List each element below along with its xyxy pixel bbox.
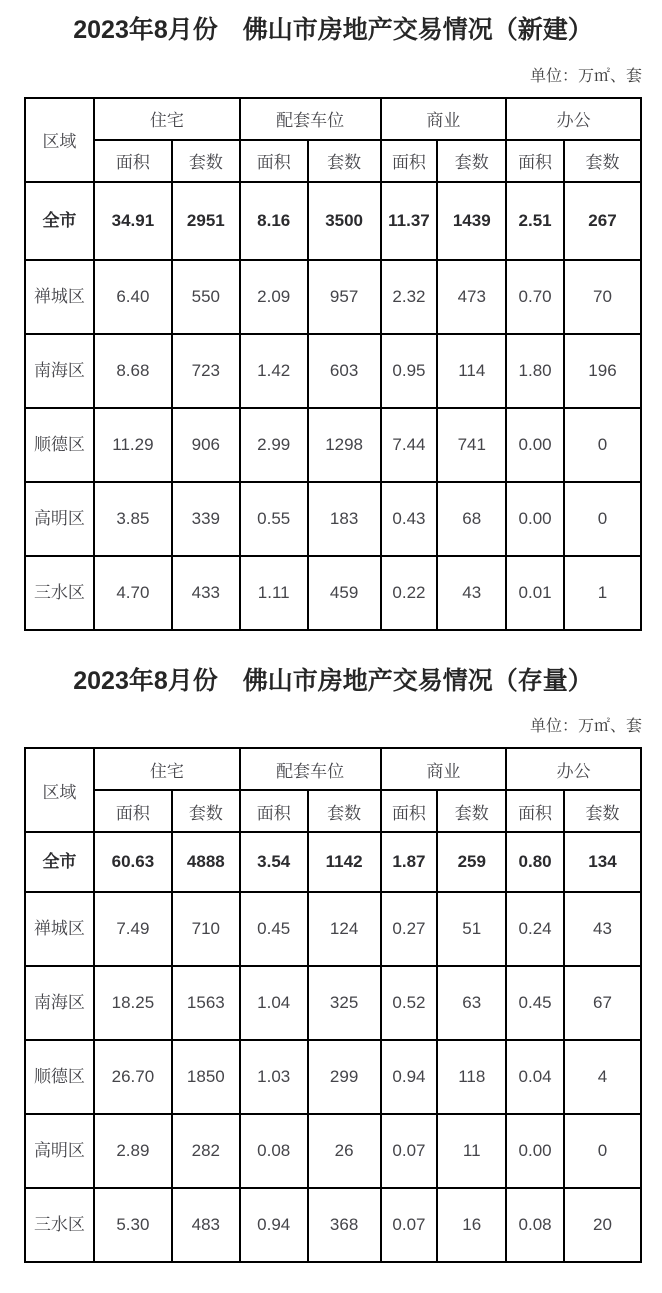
table-row: [25, 1040, 641, 1114]
table-row: [25, 832, 641, 892]
subheader-residential-area: 面积: [94, 140, 172, 182]
units-value-cell: 710: [172, 892, 240, 966]
units-value-cell: 473: [437, 260, 506, 334]
area-value-cell: 2.32: [381, 260, 438, 334]
area-value-cell: 2.51: [506, 182, 564, 260]
units-value-cell: 51: [437, 892, 506, 966]
header-row-measures: [25, 790, 641, 832]
units-value-cell: 124: [308, 892, 381, 966]
area-value-cell: 8.16: [240, 182, 308, 260]
area-value-cell: 3.54: [240, 832, 308, 892]
units-value-cell: 459: [308, 556, 381, 630]
units-value-cell: 1850: [172, 1040, 240, 1114]
region-cell: 全市: [25, 182, 94, 260]
area-value-cell: 0.08: [506, 1188, 564, 1262]
subheader-office-area: 面积: [506, 790, 564, 832]
subheader-parking-area: 面积: [240, 140, 308, 182]
area-value-cell: 6.40: [94, 260, 172, 334]
subheader-commercial-units: 套数: [437, 790, 506, 832]
area-value-cell: 0.00: [506, 1114, 564, 1188]
area-value-cell: 0.07: [381, 1114, 438, 1188]
area-value-cell: 8.68: [94, 334, 172, 408]
area-value-cell: 2.99: [240, 408, 308, 482]
units-value-cell: 20: [564, 1188, 641, 1262]
units-value-cell: 603: [308, 334, 381, 408]
subheader-office-units: 套数: [564, 790, 641, 832]
region-cell: 南海区: [25, 966, 94, 1040]
region-cell: 三水区: [25, 556, 94, 630]
table-row: [25, 482, 641, 556]
area-value-cell: 7.49: [94, 892, 172, 966]
area-value-cell: 0.00: [506, 408, 564, 482]
area-value-cell: 0.45: [506, 966, 564, 1040]
area-value-cell: 34.91: [94, 182, 172, 260]
units-value-cell: 741: [437, 408, 506, 482]
units-value-cell: 67: [564, 966, 641, 1040]
table-row: [25, 1114, 641, 1188]
units-value-cell: 0: [564, 408, 641, 482]
region-cell: 南海区: [25, 334, 94, 408]
area-value-cell: 0.07: [381, 1188, 438, 1262]
area-value-cell: 7.44: [381, 408, 438, 482]
region-cell: 三水区: [25, 1188, 94, 1262]
units-value-cell: 3500: [308, 182, 381, 260]
units-value-cell: 259: [437, 832, 506, 892]
region-header: 区域: [25, 98, 94, 182]
area-value-cell: 4.70: [94, 556, 172, 630]
units-value-cell: 483: [172, 1188, 240, 1262]
units-value-cell: 1: [564, 556, 641, 630]
table-row: [25, 1188, 641, 1262]
area-value-cell: 0.24: [506, 892, 564, 966]
units-value-cell: 63: [437, 966, 506, 1040]
units-value-cell: 1439: [437, 182, 506, 260]
header-row-groups: [25, 98, 641, 140]
header-row-measures: [25, 140, 641, 182]
units-value-cell: 0: [564, 1114, 641, 1188]
table-row: [25, 334, 641, 408]
area-value-cell: 1.80: [506, 334, 564, 408]
units-value-cell: 267: [564, 182, 641, 260]
area-value-cell: 0.94: [381, 1040, 438, 1114]
group-header-residential: 住宅: [94, 98, 240, 140]
area-value-cell: 2.09: [240, 260, 308, 334]
units-value-cell: 1142: [308, 832, 381, 892]
units-value-cell: 2951: [172, 182, 240, 260]
area-value-cell: 1.04: [240, 966, 308, 1040]
table-row: [25, 260, 641, 334]
report-title-stock: 2023年8月份 佛山市房地产交易情况（存量）: [73, 666, 593, 695]
units-value-cell: 11: [437, 1114, 506, 1188]
group-header-commercial: 商业: [381, 748, 507, 790]
units-value-cell: 43: [564, 892, 641, 966]
table-row: [25, 556, 641, 630]
area-value-cell: 11.29: [94, 408, 172, 482]
units-value-cell: 723: [172, 334, 240, 408]
units-value-cell: 4: [564, 1040, 641, 1114]
area-value-cell: 0.27: [381, 892, 438, 966]
area-value-cell: 0.94: [240, 1188, 308, 1262]
area-value-cell: 0.95: [381, 334, 438, 408]
group-header-residential: 住宅: [94, 748, 240, 790]
units-value-cell: 70: [564, 260, 641, 334]
area-value-cell: 1.03: [240, 1040, 308, 1114]
units-value-cell: 4888: [172, 832, 240, 892]
area-value-cell: 0.00: [506, 482, 564, 556]
region-header: 区域: [25, 748, 94, 832]
area-value-cell: 0.08: [240, 1114, 308, 1188]
subheader-commercial-area: 面积: [381, 140, 438, 182]
units-value-cell: 282: [172, 1114, 240, 1188]
area-value-cell: 0.22: [381, 556, 438, 630]
units-value-cell: 368: [308, 1188, 381, 1262]
subheader-residential-units: 套数: [172, 140, 240, 182]
area-value-cell: 0.04: [506, 1040, 564, 1114]
units-value-cell: 433: [172, 556, 240, 630]
unit-label-stock: 单位：万㎡、套: [529, 718, 642, 735]
area-value-cell: 1.42: [240, 334, 308, 408]
area-value-cell: 0.52: [381, 966, 438, 1040]
subheader-residential-area: 面积: [94, 790, 172, 832]
group-header-parking: 配套车位: [240, 98, 381, 140]
subheader-parking-area: 面积: [240, 790, 308, 832]
units-value-cell: 0: [564, 482, 641, 556]
units-value-cell: 339: [172, 482, 240, 556]
subheader-parking-units: 套数: [308, 790, 381, 832]
area-value-cell: 0.43: [381, 482, 438, 556]
area-value-cell: 18.25: [94, 966, 172, 1040]
table-row: [25, 966, 641, 1040]
subheader-office-area: 面积: [506, 140, 564, 182]
units-value-cell: 183: [308, 482, 381, 556]
region-cell: 高明区: [25, 1114, 94, 1188]
area-value-cell: 0.45: [240, 892, 308, 966]
area-value-cell: 0.70: [506, 260, 564, 334]
units-value-cell: 26: [308, 1114, 381, 1188]
area-value-cell: 11.37: [381, 182, 438, 260]
units-value-cell: 550: [172, 260, 240, 334]
group-header-commercial: 商业: [381, 98, 507, 140]
table-row: [25, 892, 641, 966]
units-value-cell: 299: [308, 1040, 381, 1114]
subheader-commercial-area: 面积: [381, 790, 438, 832]
transactions-table-stock: [24, 747, 642, 1263]
region-cell: 顺德区: [25, 408, 94, 482]
region-cell: 禅城区: [25, 260, 94, 334]
group-header-parking: 配套车位: [240, 748, 381, 790]
area-value-cell: 5.30: [94, 1188, 172, 1262]
units-value-cell: 1298: [308, 408, 381, 482]
area-value-cell: 0.55: [240, 482, 308, 556]
area-value-cell: 0.80: [506, 832, 564, 892]
units-value-cell: 196: [564, 334, 641, 408]
units-value-cell: 118: [437, 1040, 506, 1114]
report-section-stock: [24, 665, 642, 1264]
area-value-cell: 3.85: [94, 482, 172, 556]
units-value-cell: 957: [308, 260, 381, 334]
region-cell: 高明区: [25, 482, 94, 556]
group-header-office: 办公: [506, 748, 641, 790]
subheader-parking-units: 套数: [308, 140, 381, 182]
units-value-cell: 325: [308, 966, 381, 1040]
transactions-table-new: [24, 97, 642, 631]
units-value-cell: 134: [564, 832, 641, 892]
region-cell: 顺德区: [25, 1040, 94, 1114]
area-value-cell: 0.01: [506, 556, 564, 630]
report-title-new: 2023年8月份 佛山市房地产交易情况（新建）: [73, 16, 593, 44]
subheader-residential-units: 套数: [172, 790, 240, 832]
unit-label-new: 单位：万㎡、套: [529, 67, 642, 85]
area-value-cell: 1.87: [381, 832, 438, 892]
area-value-cell: 26.70: [94, 1040, 172, 1114]
subheader-commercial-units: 套数: [437, 140, 506, 182]
units-value-cell: 43: [437, 556, 506, 630]
area-value-cell: 2.89: [94, 1114, 172, 1188]
report-section-new: [24, 14, 642, 631]
table-row: [25, 408, 641, 482]
region-cell: 全市: [25, 832, 94, 892]
table-row: [25, 182, 641, 260]
units-value-cell: 16: [437, 1188, 506, 1262]
subheader-office-units: 套数: [564, 140, 641, 182]
units-value-cell: 114: [437, 334, 506, 408]
region-cell: 禅城区: [25, 892, 94, 966]
group-header-office: 办公: [506, 98, 641, 140]
header-row-groups: [25, 748, 641, 790]
units-value-cell: 68: [437, 482, 506, 556]
units-value-cell: 906: [172, 408, 240, 482]
units-value-cell: 1563: [172, 966, 240, 1040]
area-value-cell: 1.11: [240, 556, 308, 630]
area-value-cell: 60.63: [94, 832, 172, 892]
